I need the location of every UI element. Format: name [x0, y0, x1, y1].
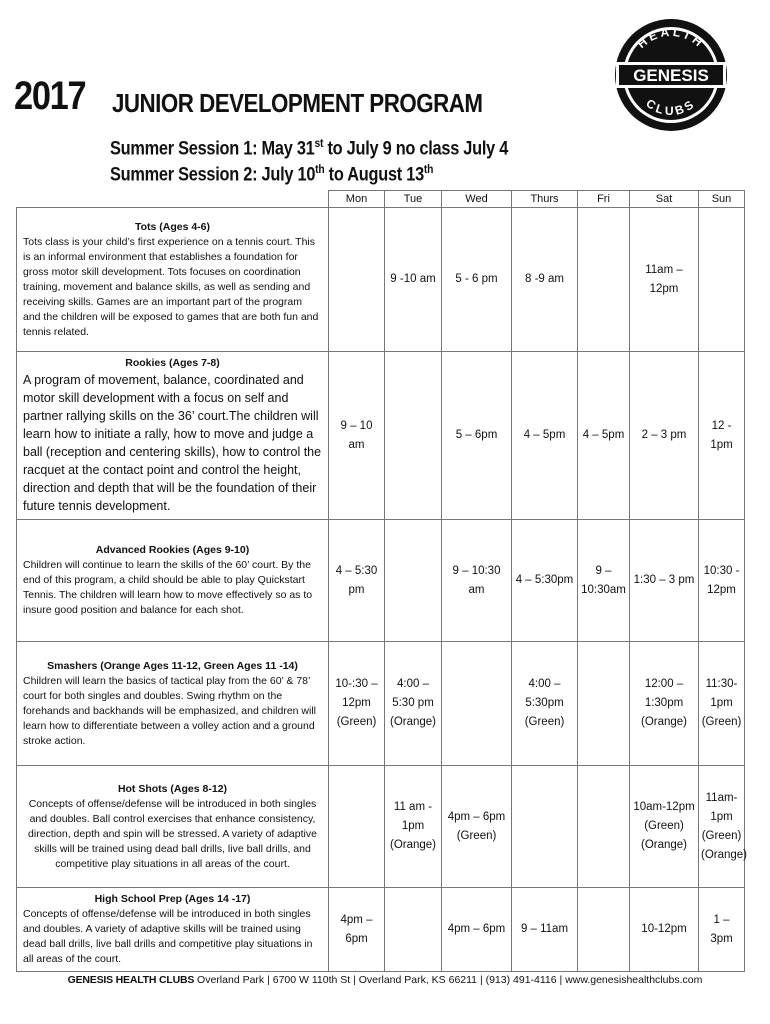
program-name: Tots (Ages 4-6)	[134, 220, 211, 233]
program-name: Hot Shots (Ages 8-12)	[117, 782, 228, 795]
genesis-health-clubs-logo	[612, 16, 730, 134]
program-description-cell	[17, 642, 329, 766]
program-description: Tots class is your child’s first experience on a tennis court. This is an informal environment that establishes a foundation for gross motor skill development. Tots focuses on coordination training, movement and balance skills, as well as sending and receiving skills. Games are an important part of the program and the children will be exposed to games that are both fun and tennis related.	[23, 235, 319, 338]
session-1-line: Summer Session 1: May 31st to July 9 no class July 4	[110, 136, 509, 160]
program-description-cell	[17, 888, 329, 972]
time-cell-thurs: 9 – 11am	[512, 888, 578, 972]
day-header-fri: Fri	[578, 191, 630, 208]
time-cell-sun: 1 – 3pm	[699, 888, 745, 972]
time-cell-tue: 9 -10 am	[385, 208, 442, 352]
program-description-cell	[17, 352, 329, 520]
day-header-row	[17, 191, 745, 208]
program-row-advanced-rookies	[17, 520, 745, 642]
day-header-wed: Wed	[442, 191, 512, 208]
program-row-tots	[17, 208, 745, 352]
time-cell-sat: 11am – 12pm	[630, 208, 699, 352]
time-cell-thurs: 4 – 5:30pm	[512, 520, 578, 642]
footer-contact	[0, 974, 770, 986]
footer-brand: GENESIS HEALTH CLUBS	[67, 974, 195, 986]
time-cell-mon: 10-:30 – 12pm (Green)	[329, 642, 385, 766]
time-cell-sun: 11am- 1pm (Green) (Orange)	[699, 766, 745, 888]
day-header-sun: Sun	[699, 191, 745, 208]
logo-bottom-text: CLUBS	[643, 96, 699, 119]
time-cell-wed: 4pm – 6pm (Green)	[442, 766, 512, 888]
page-title: JUNIOR DEVELOPMENT PROGRAM	[112, 88, 483, 118]
time-cell-wed: 5 - 6 pm	[442, 208, 512, 352]
program-description-cell	[17, 208, 329, 352]
program-name: Rookies (Ages 7-8)	[125, 357, 220, 369]
time-cell-sat: 2 – 3 pm	[630, 352, 699, 520]
time-cell-mon: 4 – 5:30 pm	[329, 520, 385, 642]
program-name: Smashers (Orange Ages 11-12, Green Ages 11 -14)	[47, 659, 298, 672]
day-header-mon: Mon	[329, 191, 385, 208]
time-cell-mon: 4pm – 6pm	[329, 888, 385, 972]
time-cell-tue	[385, 352, 442, 520]
time-cell-tue	[385, 520, 442, 642]
footer-address: Overland Park | 6700 W 110th St | Overland Park, KS 66211 | (913) 491-4116 | www.genesishealthclubs.com	[194, 974, 703, 986]
time-cell-sat: 10-12pm	[630, 888, 699, 972]
time-cell-sun: 12 - 1pm	[699, 352, 745, 520]
day-header-sat: Sat	[630, 191, 699, 208]
time-cell-tue	[385, 888, 442, 972]
program-description: A program of movement, balance, coordinated and motor skill development with a focus on self and partner rallying skills on the 36’ court.The children will learn how to initiate a rally, how to move and judge a ball (reception and centering skills), how to control the racquet at the contact point and control the height, direction and depth that will be the foundation of their future tennis development.	[23, 373, 322, 513]
logo-center-text: GENESIS	[633, 66, 709, 85]
time-cell-mon	[329, 766, 385, 888]
year-heading: 2017	[14, 74, 86, 118]
time-cell-fri: 4 – 5pm	[578, 352, 630, 520]
program-row-smashers	[17, 642, 745, 766]
time-cell-wed: 4pm – 6pm	[442, 888, 512, 972]
program-description: Concepts of offense/defense will be introduced in both singles and doubles. Ball control exercises that enhance consistency, direction, depth and spin will be stressed. A variety of adaptive skills will be trained using dead ball drills, live ball drills, and competitive play situations in all areas of the court.	[28, 797, 317, 870]
logo-top-text: HEALTH	[634, 24, 708, 52]
time-cell-sun: 10:30 - 12pm	[699, 520, 745, 642]
time-cell-wed: 9 – 10:30 am	[442, 520, 512, 642]
time-cell-tue: 4:00 – 5:30 pm (Orange)	[385, 642, 442, 766]
time-cell-fri: 9 – 10:30am	[578, 520, 630, 642]
time-cell-fri	[578, 888, 630, 972]
program-row-hot-shots	[17, 766, 745, 888]
program-description: Children will continue to learn the skills of the 60’ court. By the end of this program, a child should be able to play Quickstart Tennis. The children will learn how to move effectively so as to insure good position and balance for each shot.	[23, 559, 313, 616]
schedule-table	[16, 190, 748, 972]
program-name: High School Prep (Ages 14 -17)	[94, 893, 251, 905]
program-description-cell	[17, 766, 329, 888]
program-description: Children will learn the basics of tactical play from the 60’ & 78’ court for both singles and doubles. Swing rhythm on the forehands and backhands will be emphasized, and children will learn how to differentiate between a volley action and a ground stroke action.	[23, 674, 317, 747]
time-cell-mon	[329, 208, 385, 352]
program-name: Advanced Rookies (Ages 9-10)	[95, 544, 250, 556]
day-header-tue: Tue	[385, 191, 442, 208]
header-blank	[17, 191, 329, 208]
time-cell-thurs	[512, 766, 578, 888]
program-description: Concepts of offense/defense will be introduced in both singles and doubles. A variety of adaptive skills will be trained using dead ball drills, live ball drills and competitive play situations in all areas of the court.	[23, 908, 313, 965]
time-cell-sun: 11:30- 1pm (Green)	[699, 642, 745, 766]
time-cell-thurs: 4:00 – 5:30pm (Green)	[512, 642, 578, 766]
time-cell-thurs: 4 – 5pm	[512, 352, 578, 520]
day-header-thurs: Thurs	[512, 191, 578, 208]
time-cell-wed: 5 – 6pm	[442, 352, 512, 520]
session-2-line: Summer Session 2: July 10th to August 13th	[110, 162, 434, 186]
time-cell-thurs: 8 -9 am	[512, 208, 578, 352]
time-cell-sun	[699, 208, 745, 352]
time-cell-sat: 10am-12pm (Green) (Orange)	[630, 766, 699, 888]
time-cell-tue: 11 am - 1pm (Orange)	[385, 766, 442, 888]
time-cell-wed	[442, 642, 512, 766]
time-cell-sat: 12:00 – 1:30pm (Orange)	[630, 642, 699, 766]
time-cell-fri	[578, 208, 630, 352]
time-cell-mon: 9 – 10 am	[329, 352, 385, 520]
time-cell-sat: 1:30 – 3 pm	[630, 520, 699, 642]
program-row-high-school-prep	[17, 888, 745, 972]
time-cell-fri	[578, 642, 630, 766]
program-description-cell	[17, 520, 329, 642]
time-cell-fri	[578, 766, 630, 888]
program-row-rookies	[17, 352, 745, 520]
